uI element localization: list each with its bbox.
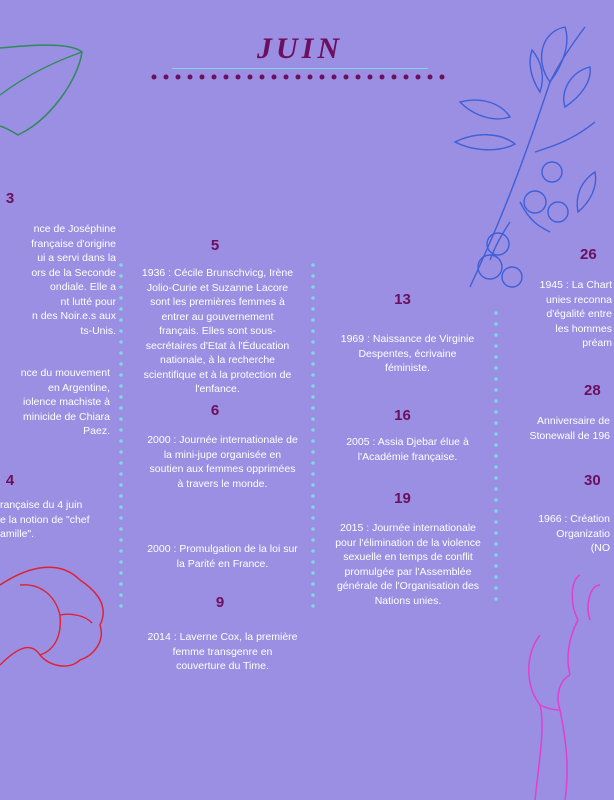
hand-outline-icon: [0, 555, 120, 685]
event-9: 2014 : Laverne Cox, la première femme transgenre en couverture du Time.: [147, 631, 298, 672]
hand-outline-icon: [510, 565, 600, 800]
event-3b: nce du mouvement en Argentine, iolence machiste à minicide de Chiara Paez.: [20, 367, 110, 437]
event-4: rançaise du 4 juin e la notion de "chef amille".: [0, 499, 90, 540]
day-28: 28: [584, 382, 601, 399]
berry-branch-icon: [440, 22, 600, 292]
event-30: 1966 : Création Organizatio (NO: [538, 513, 610, 554]
page-title: JUIN: [256, 32, 343, 65]
event-26: 1945 : La Chart unies reconna d'égalité entre les hommes préam: [539, 279, 612, 349]
dotted-separator: [118, 262, 124, 612]
title-dotted-divider: [150, 73, 450, 81]
day-26: 26: [580, 246, 597, 263]
event-3a: nce de Joséphine française d'origine ui a servi dans la ors de la Seconde ondiale. Elle a nt lutté pour n des Noir.e.s aux ts-Unis.: [31, 223, 116, 337]
event-6b: 2000 : Promulgation de la loi sur la Parité en France.: [147, 543, 298, 570]
leaf-outline-icon: [0, 40, 90, 140]
event-28: Anniversaire de Stonewall de 196: [529, 415, 610, 442]
day-5: 5: [210, 237, 220, 254]
day-6: 6: [210, 402, 220, 419]
event-6a: 2000 : Journée internationale de la mini-jupe organisée en soutien aux femmes opprimées à travers le monde.: [147, 434, 298, 490]
day-9: 9: [215, 594, 225, 611]
day-30: 30: [584, 472, 601, 489]
title-underline: [172, 68, 428, 69]
day-16: 16: [394, 407, 411, 424]
event-13: 1969 : Naissance de Virginie Despentes, écrivaine féministe.: [340, 333, 475, 374]
day-19: 19: [394, 490, 411, 507]
event-19: 2015 : Journée internationale pour l'élimination de la violence sexuelle en temps de conflit promulgée par l'Assemblée générale de l'Organisation des Nations unies.: [335, 522, 481, 607]
event-16: 2005 : Assia Djebar élue à l'Académie française.: [346, 436, 469, 463]
day-4: 4: [5, 472, 15, 489]
event-5: 1936 : Cécile Brunschvicg, Irène Jolio-Curie et Suzanne Lacore sont les premières femmes à entrer au gouvernement français. Elles sont sous- secrétaires d'Etat à l'Éducation nationale, à la recherche scientifique et à la protection de l'enfance.: [141, 267, 294, 395]
day-3: 3: [5, 190, 15, 207]
day-13: 13: [394, 291, 411, 308]
